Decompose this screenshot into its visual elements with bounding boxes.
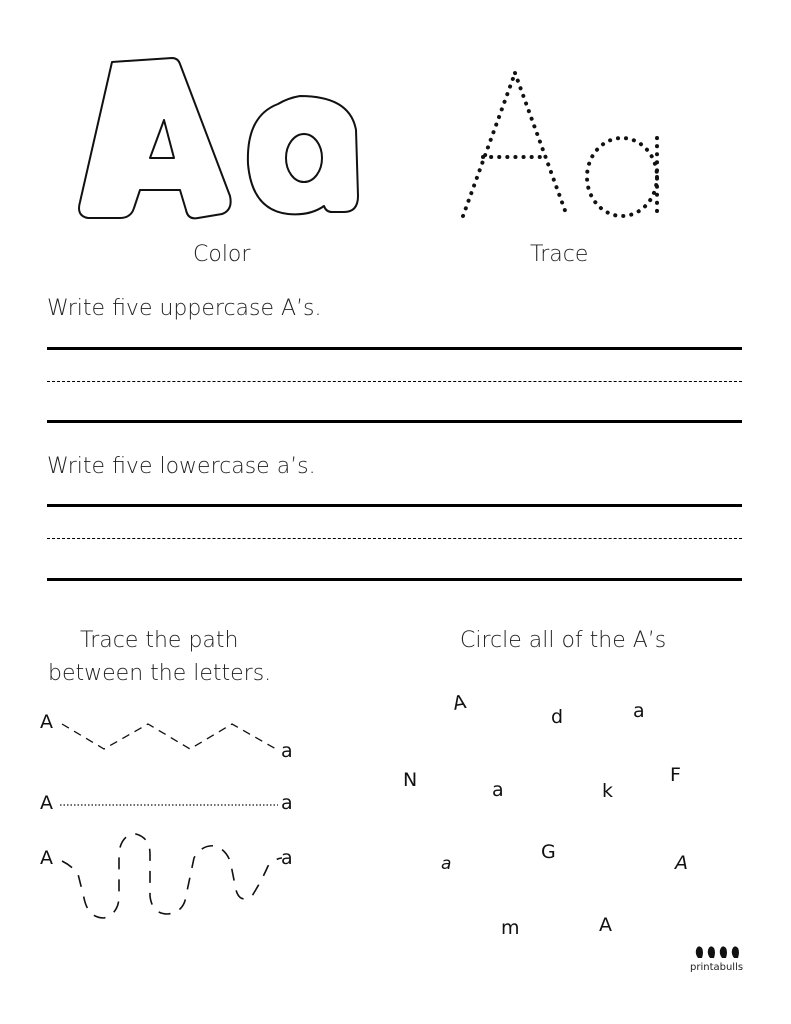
scatter-letter-2: d <box>551 706 564 728</box>
scatter-letter-1: A <box>451 691 468 715</box>
path-row1-start: A <box>40 711 53 733</box>
scatter-letter-8: a <box>441 854 452 874</box>
path-row2-end: a <box>281 792 293 814</box>
zigzag-path <box>62 724 276 749</box>
path-title-line1: Trace the path <box>80 628 239 653</box>
scatter-letter-6: k <box>602 780 614 802</box>
scatter-letter-11: m <box>501 917 520 939</box>
path-row1-end: a <box>281 740 293 762</box>
scatter-letter-10: A <box>675 852 688 874</box>
scatter-letter-12: A <box>599 914 612 936</box>
path-row2-start: A <box>40 792 53 814</box>
scatter-letter-9: G <box>541 841 556 863</box>
scatter-letter-4: N <box>403 769 418 791</box>
wavy-path <box>62 834 282 918</box>
trace-label: Trace <box>530 242 589 267</box>
path-row3-start: A <box>40 847 53 869</box>
color-label: Color <box>193 242 251 267</box>
circle-title: Circle all of the A’s <box>460 628 667 653</box>
printabulls-logo-icon <box>694 944 740 962</box>
path-row3-end: a <box>281 847 293 869</box>
brand-wordmark: printabulls <box>690 962 744 973</box>
scatter-letter-7: F <box>670 764 681 786</box>
scatter-letter-5: a <box>492 779 504 801</box>
path-title-line2: between the letters. <box>48 661 272 686</box>
scatter-letter-3: a <box>633 700 645 722</box>
lowercase-prompt: Write five lowercase a’s. <box>47 454 316 479</box>
uppercase-prompt: Write five uppercase A’s. <box>47 296 322 321</box>
